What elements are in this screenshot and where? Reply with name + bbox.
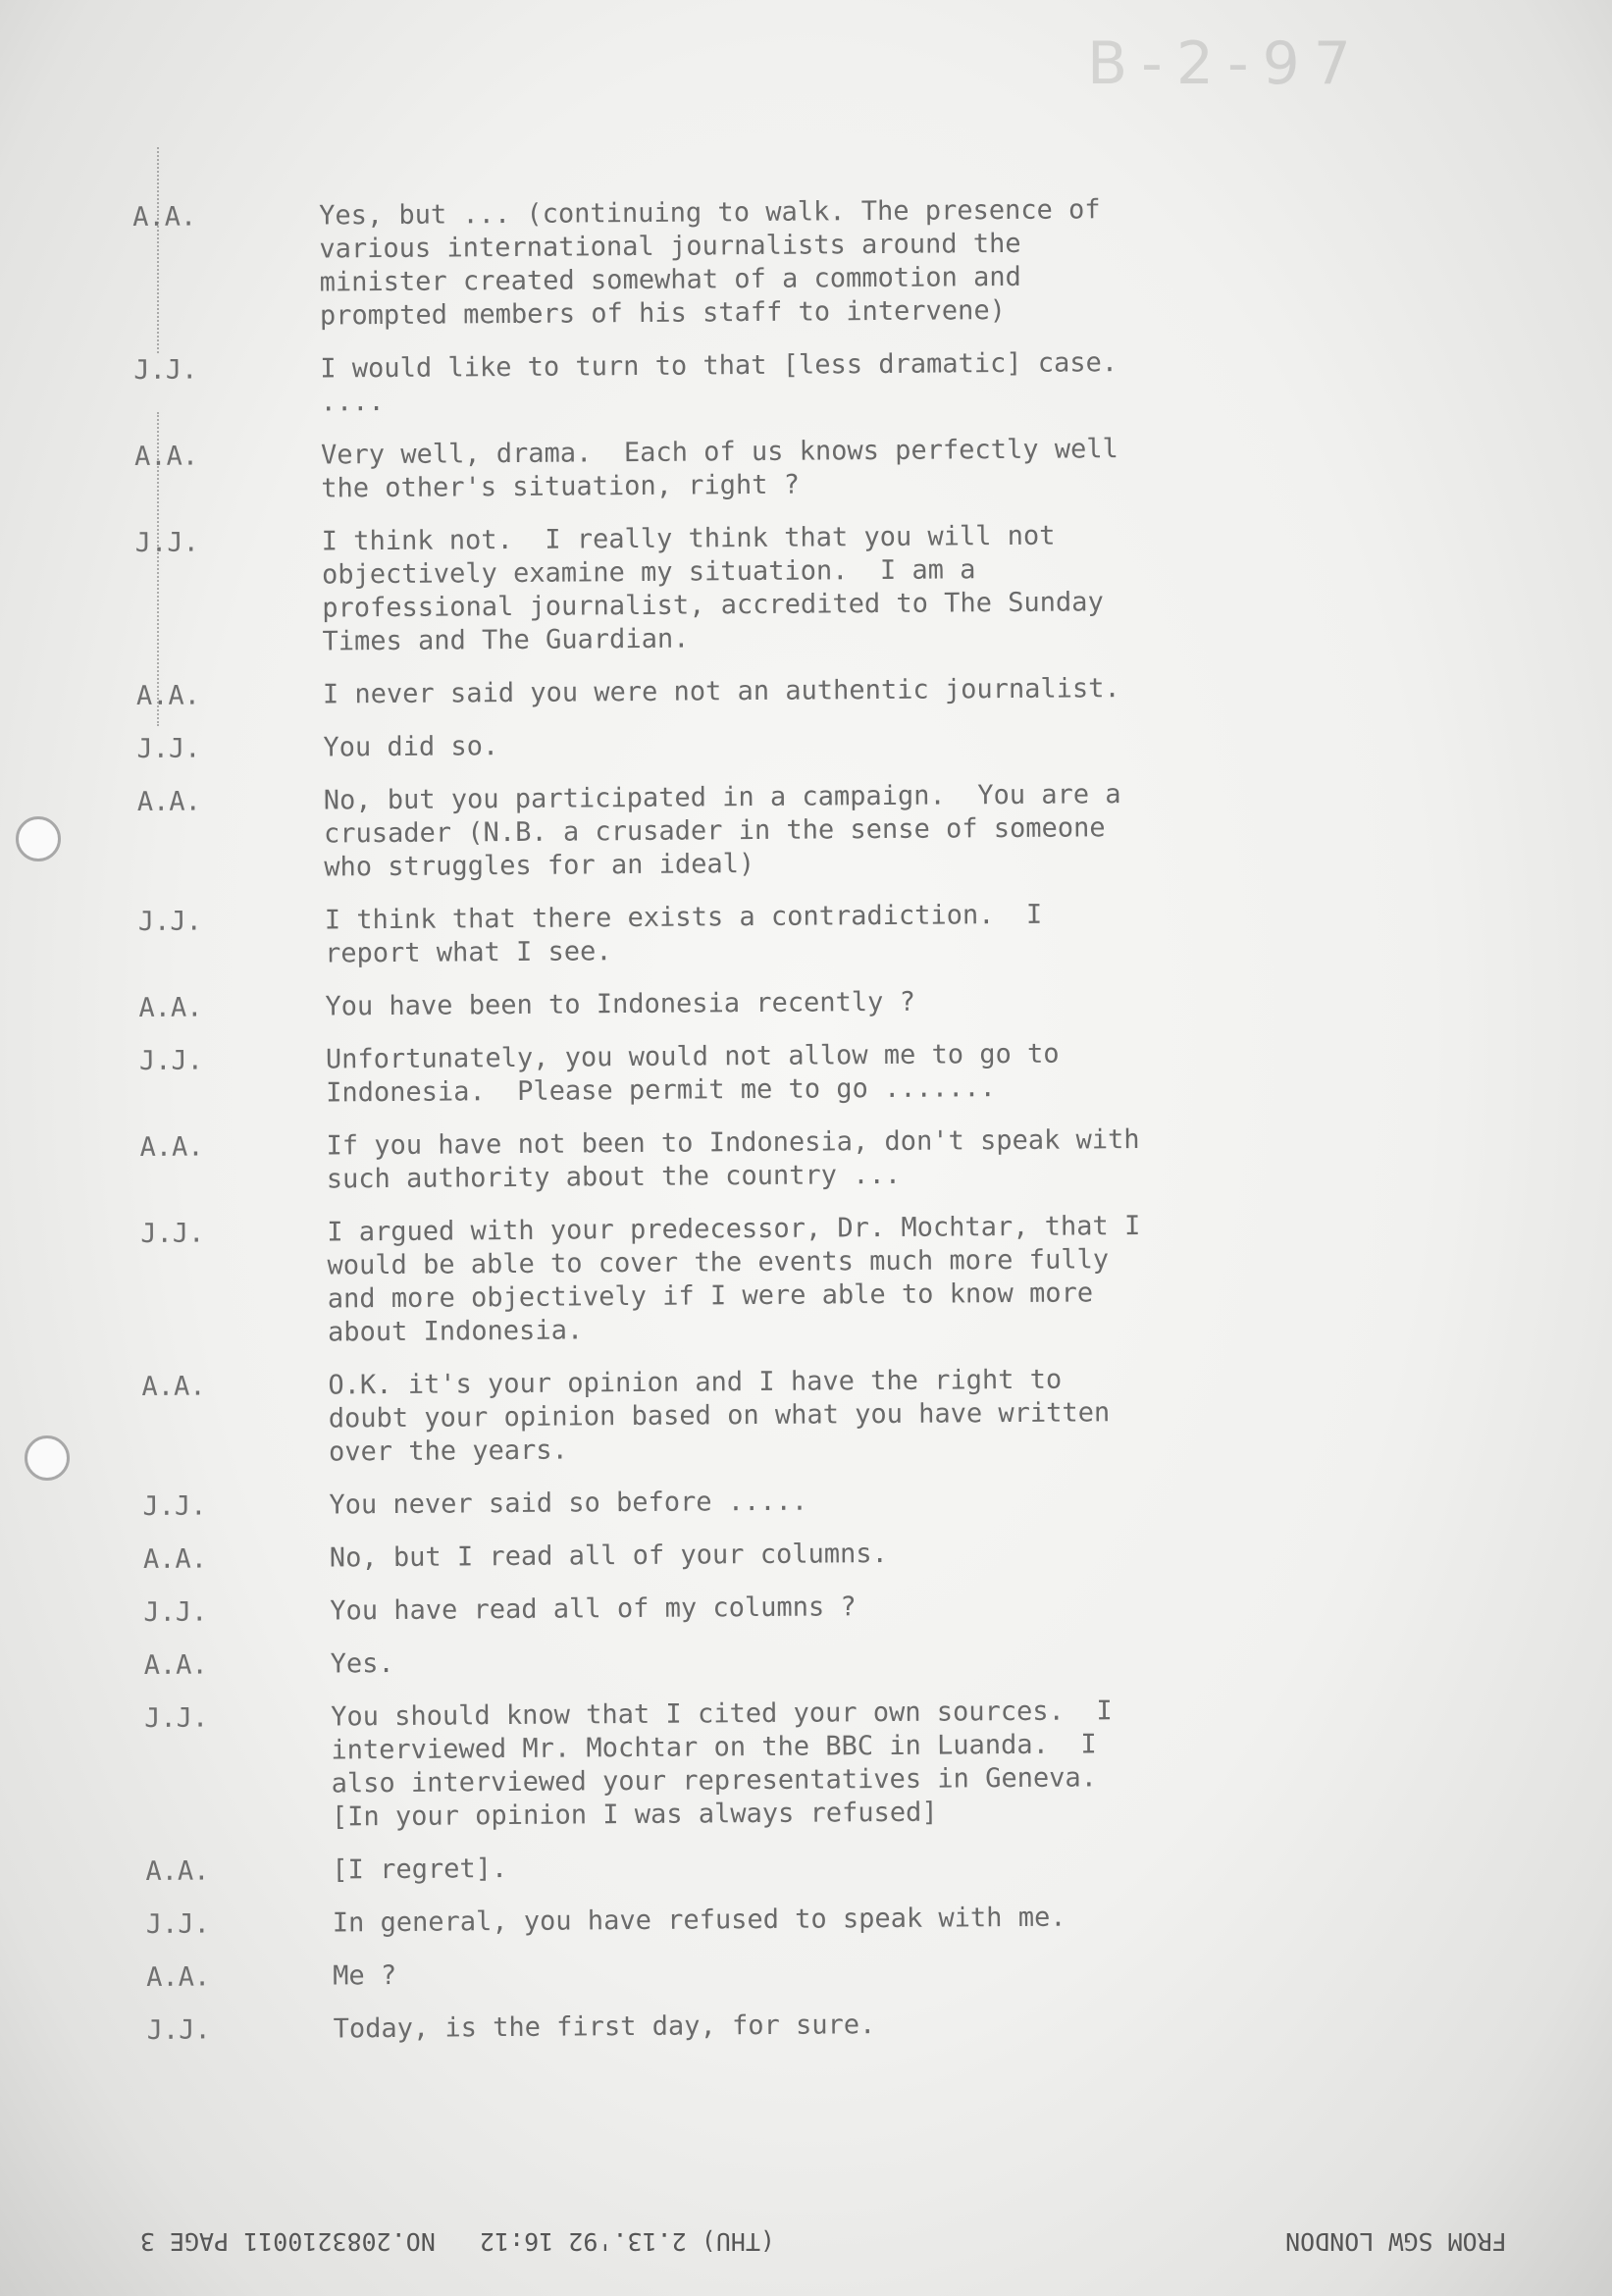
utterance: Yes. (330, 1647, 394, 1680)
speaker: J.J. (137, 906, 202, 937)
transcript-entry (145, 1846, 1362, 1889)
utterance: Today, is the first day, for sure. (333, 2009, 876, 2045)
speaker: A.A. (142, 1543, 208, 1575)
utterance: No, but you participated in a campaign. You are a crusader (N.B. a crusader in the sense of someone who struggles for an ideal) (323, 779, 1121, 883)
speaker: J.J. (134, 527, 199, 558)
transcript-entry (142, 1481, 1359, 1524)
transcript-entry (138, 896, 1355, 972)
utterance: Me ? (333, 1959, 397, 1992)
speaker: A.A. (135, 680, 201, 711)
transcript-entry (141, 1361, 1359, 1471)
utterance: You have read all of my columns ? (330, 1592, 857, 1627)
transcript-entry (146, 1952, 1363, 1995)
speaker: A.A. (145, 1855, 210, 1887)
transcript-entry (137, 776, 1355, 886)
speaker: J.J. (145, 1908, 210, 1940)
utterance: You never said so before ..... (329, 1486, 808, 1521)
fax-footer (0, 2227, 1612, 2267)
utterance: If you have not been to Indonesia, don't speak with such authority about the country ... (326, 1123, 1140, 1195)
transcript-entry (144, 1640, 1361, 1683)
transcript-entry (143, 1587, 1360, 1630)
utterance: I never said you were not an authentic journalist. (322, 673, 1120, 710)
transcript-entry (139, 1122, 1356, 1198)
speaker: A.A. (139, 1131, 204, 1163)
transcript-entry (133, 344, 1350, 421)
speaker: A.A. (146, 1961, 211, 1993)
utterance: I think not. I really think that you will not objectively examine my situation. I am a professional journalist, accredited to The Sunday Times and The Guardian. (321, 520, 1104, 657)
fax-header-timestamp: (THU) 2.13.'92 16:12 NO.2083210011 PAGE 3 (139, 2227, 775, 2256)
transcript-entry (144, 1693, 1362, 1836)
handwritten-reference: B-2-97 (1087, 29, 1365, 98)
utterance: Very well, drama. Each of us knows perfectly well the other's situation, right ? (320, 434, 1118, 504)
speaker: A.A. (136, 786, 201, 817)
utterance: No, but I read all of your columns. (329, 1538, 888, 1574)
utterance: Unfortunately, you would not allow me to go to Indonesia. Please permit me to go ....... (325, 1038, 1060, 1109)
transcript-entry (140, 1208, 1358, 1351)
utterance: You have been to Indonesia recently ? (325, 986, 916, 1022)
speaker: A.A. (141, 1371, 206, 1402)
speaker: A.A. (133, 441, 199, 472)
speaker: J.J. (140, 1218, 205, 1249)
utterance: In general, you have refused to speak with me. (332, 1902, 1066, 1939)
utterance: O.K. it's your opinion and I have the right to doubt your opinion based on what you have written over the years. (328, 1364, 1111, 1468)
transcript-entry (135, 517, 1353, 660)
utterance: I would like to turn to that [less dramatic] case. .... (320, 347, 1118, 418)
speaker: A.A. (138, 992, 203, 1023)
transcript-entry (136, 670, 1353, 713)
transcript-entry (132, 191, 1350, 335)
transcript-entry (143, 1534, 1360, 1577)
speaker: J.J. (143, 1596, 208, 1628)
speaker: J.J. (133, 354, 198, 386)
speaker: A.A. (132, 201, 197, 233)
transcript-entry (139, 1035, 1356, 1112)
speaker: J.J. (144, 1702, 209, 1734)
utterance: I think that there exists a contradiction. I report what I see. (324, 899, 1043, 969)
punch-hole (25, 1435, 70, 1481)
utterance: You should know that I cited your own sources. I interviewed Mr. Mochtar on the BBC in Luanda. I also interviewed your representatives in Geneva. [In your opinion I was always refused] (331, 1696, 1113, 1833)
utterance: [I regret]. (332, 1853, 508, 1886)
fax-header-sender: FROM SGW LONDON (1285, 2227, 1507, 2256)
speaker: A.A. (143, 1649, 208, 1681)
speaker: J.J. (146, 2014, 211, 2046)
transcript-entry (136, 723, 1353, 766)
utterance: Yes, but ... (continuing to walk. The presence of various international journalists around the minister created somewhat of a commotion and prompted members of his staff to intervene) (319, 194, 1101, 332)
transcript-entry (134, 431, 1351, 507)
speaker: J.J. (138, 1045, 204, 1076)
transcript-entry (146, 1899, 1363, 1942)
speaker: J.J. (142, 1490, 207, 1522)
transcript-entry (147, 2005, 1364, 2048)
punch-hole (16, 816, 61, 861)
utterance: I argued with your predecessor, Dr. Mochtar, that I would be able to cover the events much more fully and more objectively if I were able to know more about Indonesia. (327, 1210, 1141, 1348)
utterance: You did so. (323, 731, 499, 763)
transcript (132, 191, 1364, 2067)
transcript-entry (138, 982, 1355, 1025)
speaker: J.J. (136, 733, 201, 764)
